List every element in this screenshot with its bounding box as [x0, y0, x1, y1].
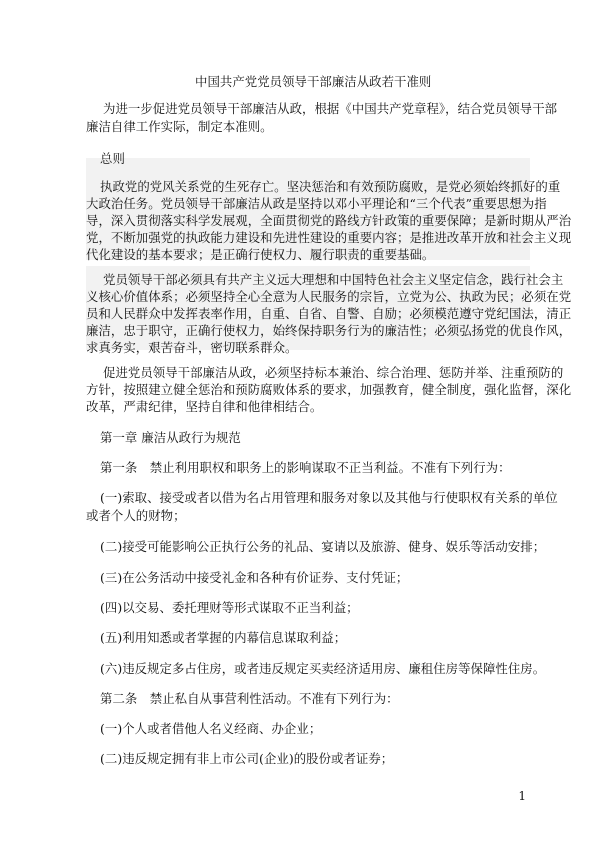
paragraph-general-line-1: 执政党的党风关系党的生死存亡。坚决惩治和有效预防腐败，是党必须始终抓好的重: [100, 179, 561, 194]
document-title: 中国共产党党员领导干部廉洁从政若干准则: [195, 74, 432, 89]
paragraph-requirements-line-4: 廉洁，忠于职守，正确行使权力，始终保持职务行为的廉洁性；必须弘扬党的优良作风，: [86, 323, 572, 338]
paragraph-requirements-line-2: 义核心价值体系；必须坚持全心全意为人民服务的宗旨，立党为公、执政为民；必须在党: [86, 289, 572, 304]
page-number: 1: [518, 789, 526, 803]
paragraph-general-line-4: 党，不断加强党的执政能力建设和先进性建设的重要内容；是推进改革开放和社会主义现: [86, 230, 572, 245]
article-one-item-3: (三)在公务活动中接受礼金和各种有价证券、支付凭证；: [100, 570, 409, 585]
section-heading-general: 总则: [100, 151, 125, 166]
paragraph-policy-line-3: 改革，严肃纪律，坚持自律和他律相结合。: [86, 399, 323, 414]
paragraph-general-line-5: 代化建设的基本要求；是正确行使权力、履行职责的重要基础。: [86, 247, 435, 262]
article-one-item-1-line-2: 或者个人的财物；: [86, 508, 186, 523]
paragraph-requirements-line-3: 员和人民群众中发挥表率作用，自重、自省、自警、自励；必须模范遵守党纪国法，清正: [86, 306, 572, 321]
paragraph-policy-line-2: 方针，按照建立健全惩治和预防腐败体系的要求，加强教育，健全制度，强化监督，深化: [86, 382, 572, 397]
article-one-item-1-line-1: (一)索取、接受或者以借为名占用管理和服务对象以及其他与行使职权有关系的单位: [100, 490, 558, 505]
article-two-item-1: (一)个人或者借他人名义经商、办企业；: [100, 721, 322, 736]
chapter-one-heading: 第一章 廉洁从政行为规范: [100, 430, 241, 445]
paragraph-policy-line-1: 促进党员领导干部廉洁从政，必须坚持标本兼治、综合治理、惩防并举、注重预防的: [103, 365, 564, 380]
paragraph-requirements-line-5: 求真务实，艰苦奋斗，密切联系群众。: [86, 340, 298, 355]
article-one-item-2: (二)接受可能影响公正执行公务的礼品、宴请以及旅游、健身、娱乐等活动安排；: [100, 539, 546, 554]
article-two: 第二条 禁止私自从事营利性活动。不准有下列行为：: [100, 691, 399, 706]
article-one: 第一条 禁止利用职权和职务上的影响谋取不正当利益。不准有下列行为：: [100, 460, 511, 475]
paragraph-general-line-3: 导，深入贯彻落实科学发展观，全面贯彻党的路线方针政策的重要保障；是新时期从严治: [86, 213, 572, 228]
paragraph-requirements-line-1: 党员领导干部必须具有共产主义远大理想和中国特色社会主义坚定信念，践行社会主: [103, 272, 564, 287]
paragraph-intro-line-2: 廉洁自律工作实际，制定本准则。: [86, 119, 273, 134]
article-one-item-5: (五)利用知悉或者掌握的内幕信息谋取利益；: [100, 630, 347, 645]
article-one-item-6: (六)违反规定多占住房，或者违反规定买卖经济适用房、廉租住房等保障性住房。: [100, 661, 546, 676]
paragraph-general-line-2: 大政治任务。党员领导干部廉洁从政是坚持以邓小平理论和“三个代表”重要思想为指: [86, 196, 547, 211]
article-one-item-4: (四)以交易、委托理财等形式谋取不正当利益；: [100, 600, 359, 615]
paragraph-intro-line-1: 为进一步促进党员领导干部廉洁从政，根据《中国共产党章程》，结合党员领导干部: [103, 101, 558, 116]
article-two-item-2: (二)违反规定拥有非上市公司(企业)的股份或者证券；: [100, 751, 394, 766]
